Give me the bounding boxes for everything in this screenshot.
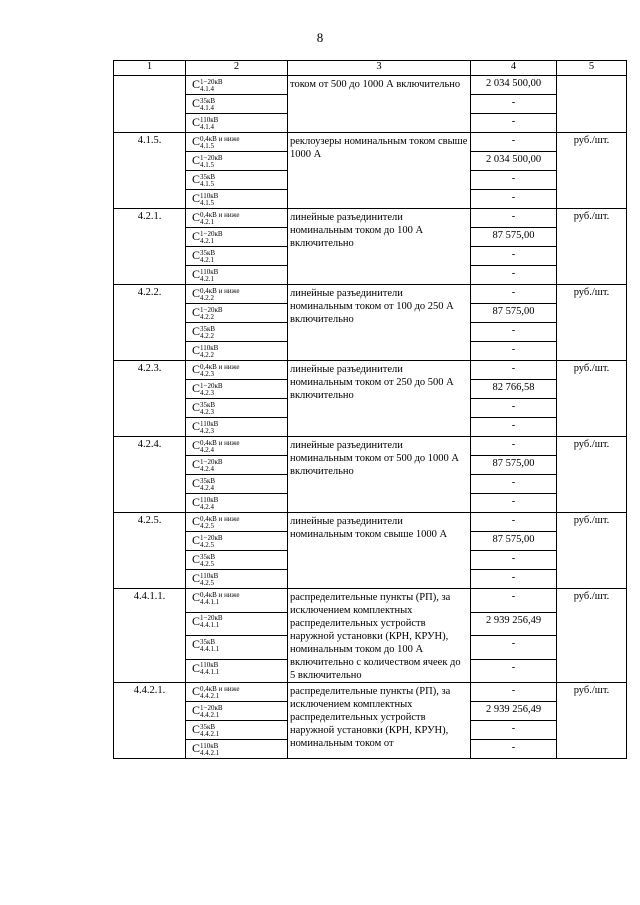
rate-index: 4.4.2.1 [200,691,220,700]
rate-symbol: C [192,248,201,262]
rate-symbol: C [192,438,201,452]
rate-index: 4.2.3 [200,426,215,435]
rate-index: 4.2.3 [200,388,215,397]
rate-index: 4.1.5 [200,141,215,150]
rate-code [186,304,288,323]
rate-index: 4.2.4 [200,502,215,511]
rate-voltage: 1−20кВ [200,457,223,466]
rate-code [186,683,288,702]
rate-code [186,114,288,133]
rate-value: 87 575,00 [471,456,557,475]
rate-code [186,228,288,247]
rate-value: 87 575,00 [471,304,557,323]
rate-index: 4.2.3 [200,407,215,416]
rate-symbol: C [192,660,201,675]
rate-index: 4.2.5 [200,559,215,568]
rate-value: - [471,418,557,437]
rate-voltage: 1−20кВ [200,614,223,623]
rate-symbol: C [192,77,201,91]
rate-symbol: C [192,495,201,509]
rate-code [186,342,288,361]
rate-symbol: C [192,400,201,414]
rate-voltage: 0,4кВ и ниже [200,684,240,693]
table-row [114,683,627,702]
rate-voltage: 110кВ [200,419,219,428]
rate-value: - [471,659,557,683]
item-number: 4.4.1.1. [114,589,186,683]
rate-code [186,133,288,152]
rate-symbol: C [192,722,201,736]
rate-voltage: 1−20кВ [200,703,223,712]
rate-index: 4.2.2 [200,312,215,321]
rate-voltage: 110кВ [200,571,219,580]
rate-voltage: 110кВ [200,741,219,750]
rate-value: - [471,209,557,228]
rate-value: - [471,323,557,342]
rate-value: - [471,740,557,759]
rate-symbol: C [192,637,201,651]
page-number: 8 [316,30,324,45]
rate-index: 4.4.1.1 [200,668,220,677]
unit: руб./шт. [557,209,627,285]
item-description: линейные разъединители номинальным током от 250 до 500 А включительно [288,361,471,437]
rate-voltage: 110кВ [200,495,219,504]
rate-symbol: C [192,191,201,205]
rate-voltage: 110кВ [200,267,219,276]
rate-symbol: C [192,741,201,755]
rate-code [186,361,288,380]
rate-symbol: C [192,96,201,110]
rate-value: - [471,570,557,589]
item-number: 4.2.4. [114,437,186,513]
rate-symbol: C [192,343,201,357]
item-description: линейные разъединители номинальным током до 100 А включительно [288,209,471,285]
table-body [114,76,627,759]
item-description: реклоузеры номинальным током свыше 1000 А [288,133,471,209]
rate-value: - [471,589,557,613]
rate-code [186,380,288,399]
rate-voltage: 35кВ [200,96,216,105]
rate-value: - [471,551,557,570]
rate-index: 4.2.5 [200,540,215,549]
rate-value: - [471,190,557,209]
header-col-4: 4 [471,61,557,76]
rate-voltage: 0,4кВ и ниже [200,438,240,447]
rate-code [186,209,288,228]
item-number: 4.4.2.1. [114,683,186,759]
rate-voltage: 0,4кВ и ниже [200,286,240,295]
rate-value: 87 575,00 [471,532,557,551]
table-row [114,589,627,613]
rate-voltage: 0,4кВ и ниже [200,590,240,599]
rate-code [186,247,288,266]
table-row [114,209,627,228]
rate-value: 2 939 256,49 [471,702,557,721]
table-row [114,285,627,304]
rate-symbol: C [192,684,201,698]
rate-code [186,285,288,304]
rate-symbol: C [192,590,201,604]
rate-symbol: C [192,514,201,528]
rate-symbol: C [192,419,201,433]
rate-symbol: C [192,267,201,281]
rate-value: - [471,247,557,266]
rate-symbol: C [192,703,201,717]
rate-symbol: C [192,533,201,547]
item-description: распределительные пункты (РП), за исключением комплектных распределительных устройств наружной установки (КРН, КРУН), номинальным током от [288,683,471,759]
rate-code [186,659,288,683]
item-description: линейные разъединители номинальным током от 100 до 250 А включительно [288,285,471,361]
rate-value: 87 575,00 [471,228,557,247]
rate-index: 4.4.2.1 [200,710,220,719]
rate-voltage: 35кВ [200,637,216,646]
rate-voltage: 35кВ [200,400,216,409]
rate-symbol: C [192,286,201,300]
rate-voltage: 1−20кВ [200,153,223,162]
rate-symbol: C [192,134,201,148]
table-row [114,437,627,456]
rate-symbol: C [192,571,201,585]
rate-value: - [471,494,557,513]
rate-value: - [471,266,557,285]
item-number: 4.1.5. [114,133,186,209]
rate-code [186,494,288,513]
rate-index: 4.4.2.1 [200,729,220,738]
rate-voltage: 110кВ [200,191,219,200]
rate-voltage: 0,4кВ и ниже [200,134,240,143]
rate-index: 4.1.4 [200,122,215,131]
unit: руб./шт. [557,361,627,437]
rate-symbol: C [192,362,201,376]
rate-code [186,612,288,636]
table-row [114,513,627,532]
rate-code [186,456,288,475]
rate-symbol: C [192,613,201,628]
rate-voltage: 110кВ [200,343,219,352]
rate-index: 4.2.4 [200,464,215,473]
rate-voltage: 110кВ [200,661,219,670]
rate-index: 4.1.5 [200,179,215,188]
unit: руб./шт. [557,285,627,361]
item-number: 4.2.5. [114,513,186,589]
rate-code [186,702,288,721]
rate-code [186,76,288,95]
rate-voltage: 0,4кВ и ниже [200,514,240,523]
rate-index: 4.2.2 [200,331,215,340]
rate-symbol: C [192,210,201,224]
item-description: линейные разъединители номинальным током свыше 1000 А [288,513,471,589]
rate-symbol: C [192,381,201,395]
rate-voltage: 35кВ [200,552,216,561]
table-row [114,133,627,152]
rate-voltage: 35кВ [200,476,216,485]
rate-index: 4.1.5 [200,160,215,169]
item-number [114,76,186,133]
rate-code [186,532,288,551]
rate-index: 4.2.3 [200,369,215,378]
rate-index: 4.4.2.1 [200,748,220,757]
rate-index: 4.1.4 [200,103,215,112]
item-description: распределительные пункты (РП), за исключением комплектных распределительных устройств наружной установки (КРН, КРУН), номинальным током до 100 А включительно с количеством ячеек до 5 включительно [288,589,471,683]
rate-value: 2 034 500,00 [471,152,557,171]
rate-value: - [471,437,557,456]
rate-code [186,589,288,613]
rate-symbol: C [192,552,201,566]
rate-symbol: C [192,457,201,471]
rate-value: - [471,342,557,361]
rate-voltage: 35кВ [200,722,216,731]
rate-symbol: C [192,115,201,129]
rate-code [186,513,288,532]
rate-voltage: 35кВ [200,248,216,257]
table-row [114,76,627,95]
header-col-2: 2 [186,61,288,76]
rate-code [186,399,288,418]
table-header-row [114,61,627,76]
unit [557,76,627,133]
unit: руб./шт. [557,437,627,513]
unit: руб./шт. [557,133,627,209]
item-number: 4.2.3. [114,361,186,437]
rate-value: - [471,513,557,532]
rate-code [186,95,288,114]
rate-index: 4.2.1 [200,217,215,226]
unit: руб./шт. [557,589,627,683]
rate-value: - [471,95,557,114]
rate-value: - [471,133,557,152]
rate-index: 4.4.1.1 [200,621,220,630]
item-description: линейные разъединители номинальным током от 500 до 1000 А включительно [288,437,471,513]
rate-symbol: C [192,172,201,186]
rate-code [186,636,288,660]
rate-voltage: 0,4кВ и ниже [200,362,240,371]
rate-code [186,418,288,437]
item-number: 4.2.2. [114,285,186,361]
rate-value: 82 766,58 [471,380,557,399]
rate-code [186,740,288,759]
rate-code [186,721,288,740]
item-number: 4.2.1. [114,209,186,285]
rate-voltage: 1−20кВ [200,305,223,314]
rate-voltage: 1−20кВ [200,381,223,390]
rate-code [186,570,288,589]
rate-value: - [471,683,557,702]
rate-code [186,475,288,494]
rate-value: - [471,399,557,418]
rate-value: 2 034 500,00 [471,76,557,95]
rate-code [186,551,288,570]
rate-voltage: 110кВ [200,115,219,124]
rate-voltage: 1−20кВ [200,229,223,238]
header-col-3: 3 [288,61,471,76]
rate-symbol: C [192,229,201,243]
rate-code [186,323,288,342]
rate-value: - [471,636,557,660]
rate-voltage: 35кВ [200,324,216,333]
tariff-table [113,60,627,759]
rate-index: 4.1.4 [200,84,215,93]
rate-value: 2 939 256,49 [471,612,557,636]
rate-value: - [471,285,557,304]
unit: руб./шт. [557,683,627,759]
rate-index: 4.4.1.1 [200,597,220,606]
rate-code [186,190,288,209]
rate-value: - [471,361,557,380]
rate-index: 4.1.5 [200,198,215,207]
rate-index: 4.2.4 [200,483,215,492]
rate-symbol: C [192,153,201,167]
rate-index: 4.2.1 [200,255,215,264]
rate-index: 4.4.1.1 [200,644,220,653]
item-description: током от 500 до 1000 А включительно [288,76,471,133]
rate-code [186,266,288,285]
rate-index: 4.2.4 [200,445,215,454]
unit: руб./шт. [557,513,627,589]
table-row [114,361,627,380]
rate-symbol: C [192,305,201,319]
rate-index: 4.2.5 [200,578,215,587]
rate-index: 4.2.5 [200,521,215,530]
header-col-5: 5 [557,61,627,76]
rate-symbol: C [192,324,201,338]
rate-index: 4.2.1 [200,236,215,245]
rate-code [186,171,288,190]
rate-index: 4.2.2 [200,350,215,359]
rate-symbol: C [192,476,201,490]
rate-index: 4.2.2 [200,293,215,302]
rate-value: - [471,721,557,740]
rate-voltage: 0,4кВ и ниже [200,210,240,219]
rate-value: - [471,114,557,133]
rate-value: - [471,171,557,190]
header-col-1: 1 [114,61,186,76]
rate-code [186,152,288,171]
rate-voltage: 35кВ [200,172,216,181]
rate-value: - [471,475,557,494]
rate-index: 4.2.1 [200,274,215,283]
rate-voltage: 1−20кВ [200,77,223,86]
rate-code [186,437,288,456]
rate-voltage: 1−20кВ [200,533,223,542]
